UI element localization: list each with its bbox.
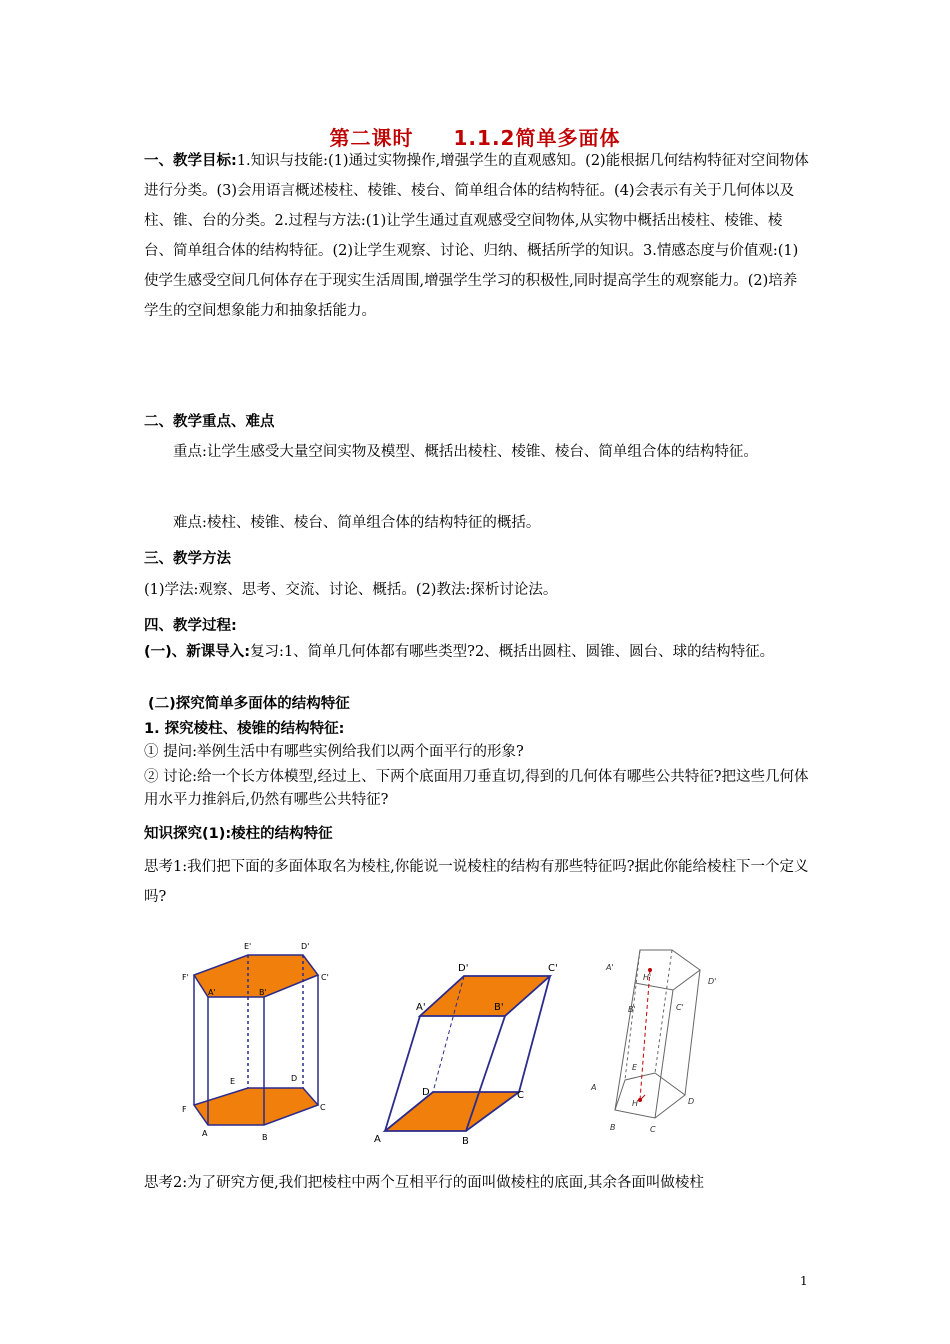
label-E: E bbox=[230, 1077, 236, 1086]
hexagonal-prism-figure bbox=[194, 955, 318, 1125]
question-2: ② 讨论:给一个长方体模型,经过上、下两个底面用刀垂直切,得到的几何体有哪些公共特征?把这些几何体用水平力推斜后,仍然有哪些公共特征? bbox=[144, 769, 809, 808]
label-E1: E' bbox=[244, 942, 252, 951]
think-2: 思考2:为了研究方便,我们把棱柱中两个互相平行的面叫做棱柱的底面,其余各面叫做棱柱 bbox=[144, 1175, 704, 1191]
label-qH1: H' bbox=[643, 973, 652, 982]
subsection-explore: (二)探究简单多面体的结构特征 bbox=[148, 696, 350, 712]
prism-figures bbox=[170, 940, 730, 1154]
label-A: A bbox=[202, 1129, 208, 1138]
label-qH: H bbox=[632, 1099, 639, 1108]
label-pA1: A' bbox=[416, 1002, 426, 1013]
hex-bottom-face bbox=[194, 1088, 318, 1125]
pent-bottom-face bbox=[615, 1073, 685, 1118]
method-text: (1)学法:观察、思考、交流、讨论、概括。(2)教法:探析讨论法。 bbox=[144, 582, 558, 598]
label-pC: C bbox=[517, 1090, 524, 1101]
label-D1: D' bbox=[301, 942, 310, 951]
page-number: 1 bbox=[800, 1274, 808, 1288]
intro-text: 复习:1、简单几何体都有哪些类型?2、概括出圆柱、圆锥、圆台、球的结构特征。 bbox=[250, 644, 775, 660]
label-C: C bbox=[320, 1103, 326, 1112]
label-pA: A bbox=[374, 1134, 381, 1145]
label-qC1: C' bbox=[676, 1003, 684, 1012]
label-A1: A' bbox=[208, 988, 216, 997]
label-qA: A bbox=[591, 1083, 597, 1092]
label-qE: E bbox=[632, 1063, 638, 1072]
para-bottom-face bbox=[385, 1092, 519, 1131]
label-qB: B bbox=[610, 1123, 616, 1132]
label-pD: D bbox=[422, 1087, 430, 1098]
label-D: D bbox=[291, 1074, 298, 1083]
intro-label: (一)、新课导入: bbox=[144, 644, 251, 660]
label-F1: F' bbox=[182, 973, 189, 982]
label-pB: B bbox=[462, 1136, 469, 1147]
section4-heading: 四、教学过程: bbox=[144, 618, 237, 634]
label-pB1: B' bbox=[494, 1002, 504, 1013]
subsection-prism-pyramid: 1. 探究棱柱、棱锥的结构特征: bbox=[144, 721, 345, 737]
section2-heading: 二、教学重点、难点 bbox=[144, 414, 275, 430]
page-title: 第二课时 1.1.2简单多面体 bbox=[329, 126, 621, 150]
label-qA1: A' bbox=[606, 963, 614, 972]
pent-top-face bbox=[635, 950, 700, 990]
para-top-face bbox=[420, 976, 550, 1016]
objectives-text: 1.知识与技能:(1)通过实物操作,增强学生的直观感知。(2)能根据几何结构特征对空间物体进行分类。(3)会用语言概述棱柱、棱锥、棱台、简单组合体的结构特征。(4)会表示有关于几何体以及柱、锥、台的分类。2.过程与方法:(1)让学生通过直观感受空间物体,从实物中概括出棱柱、棱锥、棱台、简单组合体的结构特征。(2)让学生观察、讨论、归纳、概括所学的知识。3.情感态度与价值观:(1)使学生感受空间几何体存在于现实生活周围,增强学生学习的积极性,同时提高学生的观察能力。(2)培养学生的空间想象能力和抽象括能力。 bbox=[144, 153, 809, 319]
label-pC1: C' bbox=[548, 963, 558, 974]
label-C1: C' bbox=[321, 973, 329, 982]
label-qB1: B' bbox=[628, 1005, 636, 1014]
label-B: B bbox=[262, 1133, 268, 1142]
objectives-label: 一、教学目标: bbox=[144, 153, 237, 169]
knowledge-heading: 知识探究(1):棱柱的结构特征 bbox=[144, 826, 333, 842]
think-1: 思考1:我们把下面的多面体取名为棱柱,你能说一说棱柱的结构有那些特征吗?据此你能给棱柱下一个定义吗? bbox=[144, 859, 809, 905]
question-1: ① 提问:举例生活中有哪些实例给我们以两个面平行的形象? bbox=[144, 744, 524, 760]
intro bbox=[144, 641, 810, 664]
label-qD: D bbox=[688, 1097, 695, 1106]
difficulty: 难点:棱柱、棱锥、棱台、简单组合体的结构特征的概括。 bbox=[173, 515, 541, 531]
teaching-objectives bbox=[144, 146, 810, 326]
label-F: F bbox=[182, 1105, 187, 1114]
label-qC: C bbox=[650, 1125, 656, 1134]
parallelepiped-figure bbox=[385, 976, 550, 1131]
label-pD1: D' bbox=[458, 963, 469, 974]
key-point: 重点:让学生感受大量空间实物及模型、概括出棱柱、棱锥、棱台、简单组合体的结构特征。 bbox=[173, 444, 758, 460]
label-qD1: D' bbox=[708, 977, 717, 986]
label-B1: B' bbox=[259, 988, 267, 997]
pentagonal-prism-figure bbox=[615, 950, 700, 1118]
section3-heading: 三、教学方法 bbox=[144, 551, 231, 567]
